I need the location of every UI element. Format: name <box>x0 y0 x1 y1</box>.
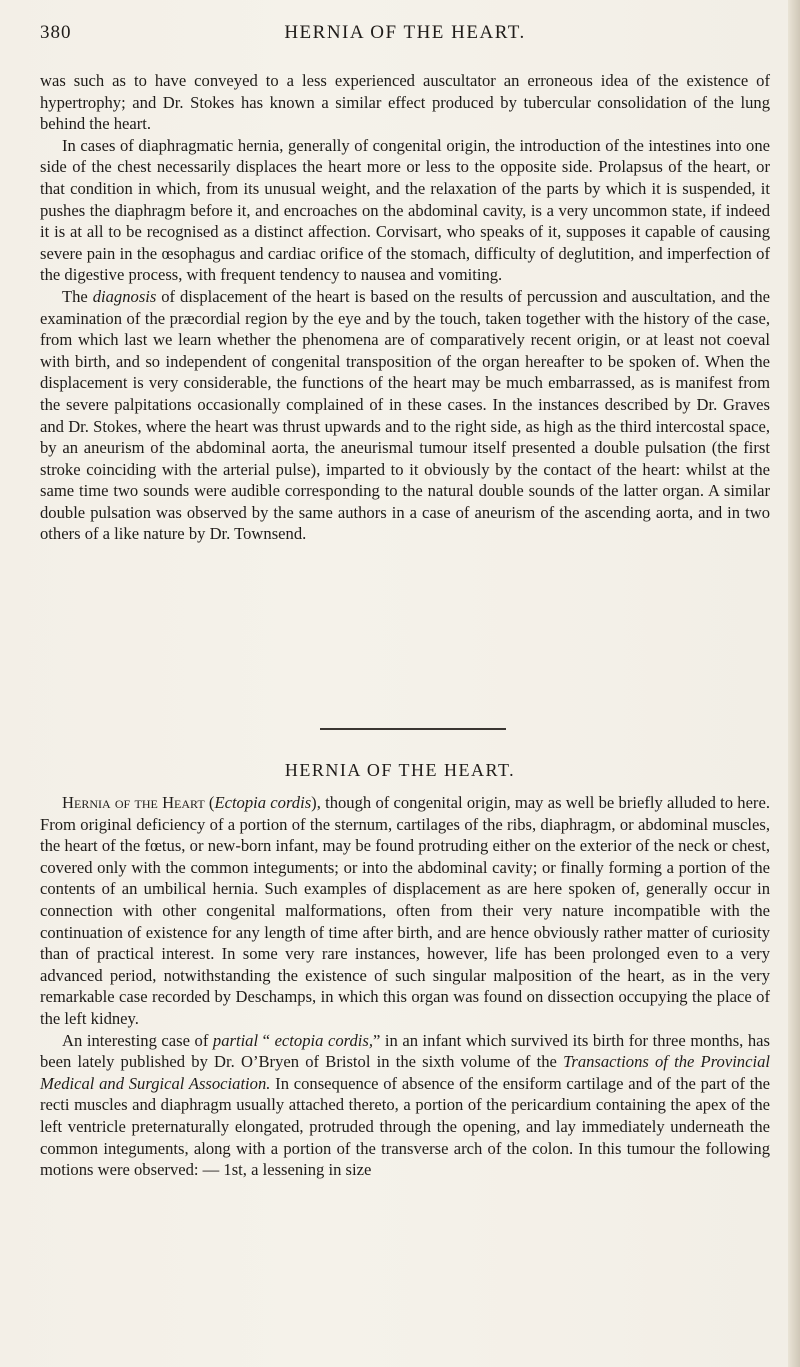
body-text-section-2 <box>40 792 770 1181</box>
paragraph <box>40 1030 770 1181</box>
italic-term: Ectopia cordis <box>214 793 312 812</box>
page-number: 380 <box>40 22 72 43</box>
body-text-section-1 <box>40 70 770 545</box>
paragraph: In cases of diaphragmatic hernia, generally of congenital origin, the introduction of the intestines into one side of the chest necessarily displaces the heart more or less to the opposite side. Prolapsus of the heart, or that condition in which, from its unusual weight, and the relaxation of the parts by which it is suspended, it pushes the diaphragm before it, and encroaches on the abdominal cavity, is a very uncommon state, if indeed it is at all to be recognised as a distinct affection. Corvisart, who speaks of it, supposes it capable of causing severe pain in the œsophagus and cardiac orifice of the stomach, difficulty of deglutition, and imperfection of the digestive process, with frequent tendency to nausea and vomiting. <box>40 135 770 285</box>
paragraph: was such as to have conveyed to a less experienced auscultator an erroneous idea of the existence of hypertrophy; and Dr. Stokes has known a similar effect produced by tubercular consolidation of the lung behind the heart. <box>40 71 770 134</box>
italic-term: partial <box>212 1030 259 1050</box>
page-edge-shadow <box>788 0 800 1367</box>
paragraph <box>40 792 770 1030</box>
page-header <box>40 22 770 52</box>
italic-term: ectopia cordis, <box>274 1030 373 1050</box>
text-run: of displacement of the heart is based on the results of percussion and auscultation, and the examination of the præcordial region by the eye and by the touch, taken together with the history of the case, from which last we learn whether the phenomena are of comparatively recent origin, or at least not coeval with birth, and so independent of congenital transposition of the organ hereafter to be spoken of. When the displacement is very considerable, the functions of the heart may be much embarrassed, as is manifest from the severe palpitations occasionally complained of in these cases. In the instances described by Dr. Graves and Dr. Stokes, where the heart was thrust upwards and to the right side, as high as the third intercostal space, by an aneurism of the abdominal aorta, the aneurismal tumour itself presented a double pulsation (the first stroke coinciding with the arterial pulse), imparted to it obviously by the contact of the heart: whilst at the same time two sounds were audible corresponding to the natural double sounds of the latter organ. A similar double pulsation was observed by the same authors in a case of aneurism of the ascending aorta, and in two others of a like nature by Dr. Townsend. <box>40 286 770 544</box>
text-run: ” in an infant which survived its birth for three months, has been lately published by Dr. O’Bryen of Bristol in the sixth volume of the <box>40 1030 770 1072</box>
text-run: ( <box>204 793 215 812</box>
text-run: ), though of congenital origin, may as well be briefly alluded to here. From original deficiency of a portion of the sternum, cartilages of the ribs, diaphragm, or abdominal muscles, the heart of the fœtus, or new-born infant, may be found protruding either on the exterior of the neck or chest, covered only with the common integuments; or into the abdominal cavity; or finally forming a portion of the contents of an umbilical hernia. Such examples of displacement as are here spoken of, generally occur in connection with other congenital malformations, often from their very nature incompatible with the continuation of existence for any length of time after birth, and are hence obviously rather matter of curiosity than of practical interest. In some very rare instances, however, life has been prolonged even to a very advanced period, notwithstanding the existence of such singular malposition of the heart, as in the very remarkable case recorded by Deschamps, in which this organ was found on dissection occupying the place of the left kidney. <box>40 793 770 1028</box>
paragraph <box>40 286 770 545</box>
running-head: HERNIA OF THE HEART. <box>284 22 526 43</box>
text-run: The <box>62 286 93 306</box>
italic-term: diagnosis <box>92 286 157 306</box>
section-divider <box>320 728 506 730</box>
small-caps-heading: Hernia of the Heart <box>62 793 205 812</box>
section-title: HERNIA OF THE HEART. <box>284 760 516 780</box>
text-run: “ <box>258 1030 275 1050</box>
italic-title: Transactions of the Provincial Medical and Surgical Association. <box>40 1052 770 1093</box>
text-run: An interesting case of <box>62 1030 213 1050</box>
text-run: In consequence of absence of the ensiform cartilage and of the part of the recti muscles and diaphragm usually attached thereto, a portion of the pericardium containing the apex of the left ventricle preternaturally elongated, protruded through the opening, and lay immediately underneath the common integuments, along with a portion of the transverse arch of the colon. In this tumour the following motions were observed: — 1st, a lessening in size <box>40 1073 770 1180</box>
